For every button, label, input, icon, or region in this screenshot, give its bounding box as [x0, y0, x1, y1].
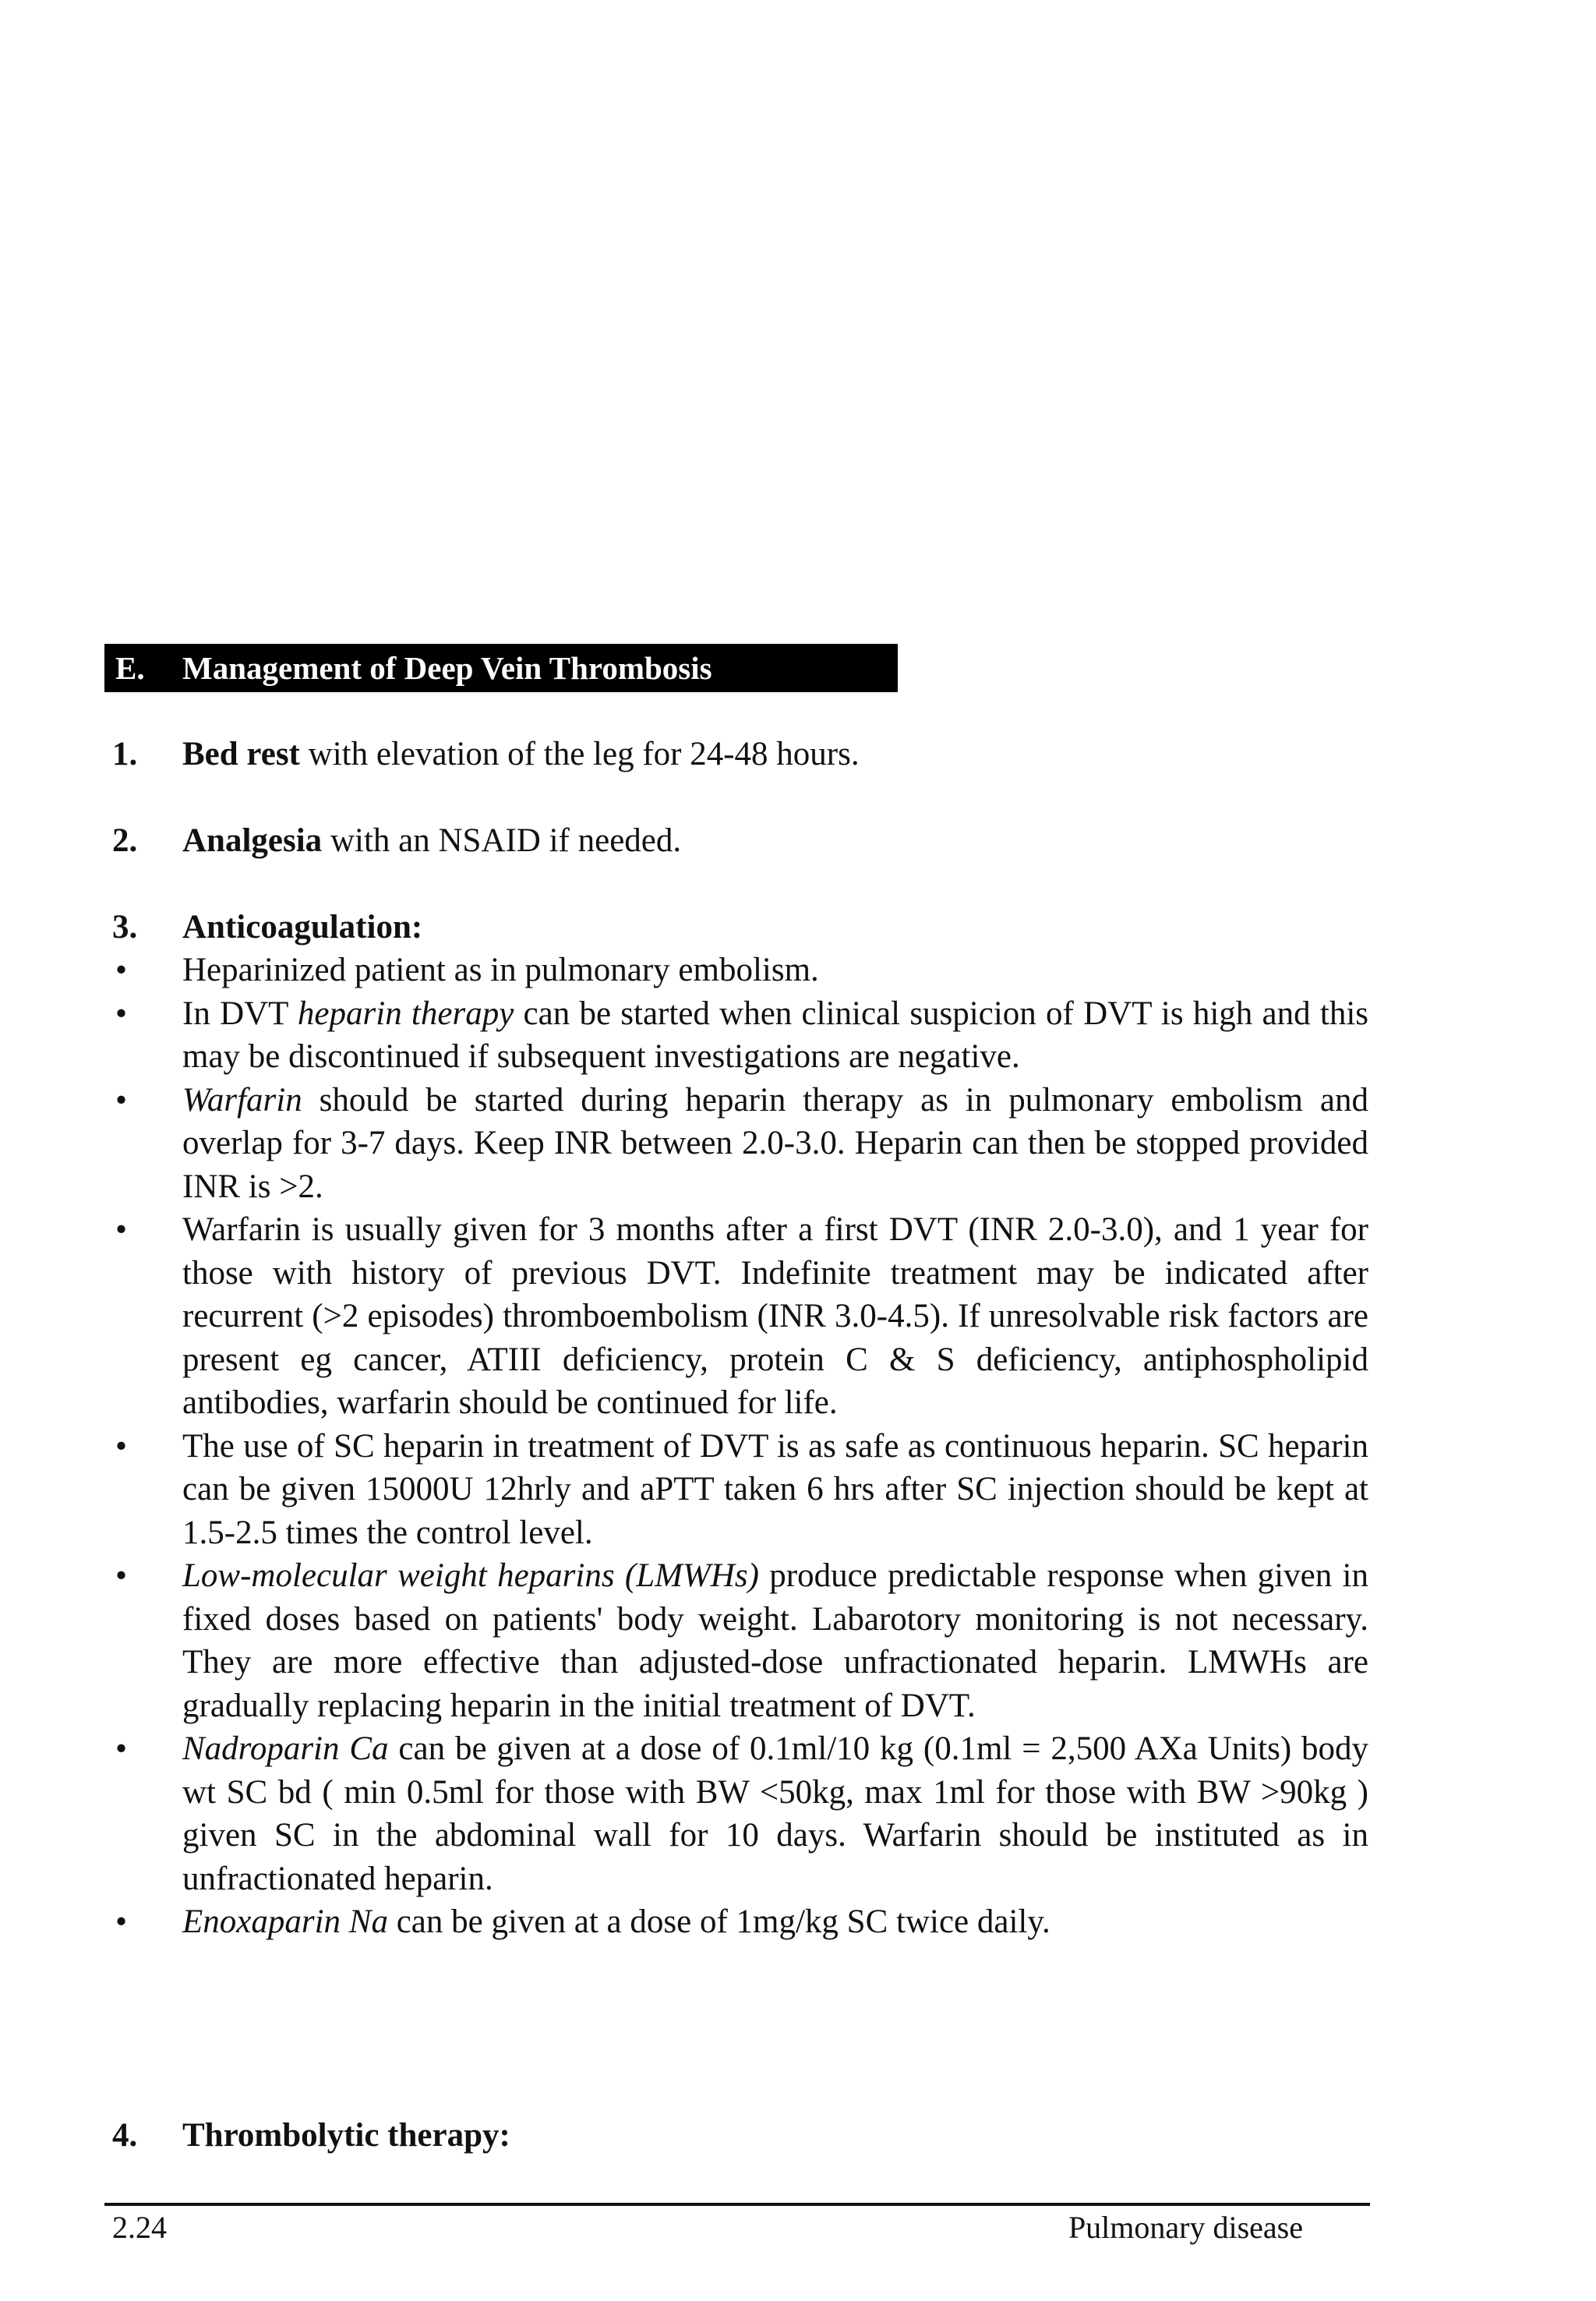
bullet-item: • Nadroparin Ca can be given at a dose of 0.1ml/10 kg (0.1ml = 2,500 AXa Units) body wt SC bd ( min 0.5ml for those with BW <50kg, max 1ml for those with BW >90kg ) given SC in the abdominal wall for 10 days. Warfarin should be instituted as in unfractionated heparin.	[104, 1727, 1368, 1900]
bullet-item: • The use of SC heparin in treatment of DVT is as safe as continuous heparin. SC heparin can be given 15000U 12hrly and aPTT taken 6 hrs after SC injection should be kept at 1.5-2.5 times the control level.	[104, 1425, 1368, 1555]
item-heading: Anticoagulation:	[182, 909, 423, 945]
bullet-item: • Heparinized patient as in pulmonary embolism.	[104, 949, 1368, 992]
bullet-icon: •	[115, 952, 128, 988]
item-text: with elevation of the leg for 24-48 hours.	[299, 736, 860, 772]
item-text: with an NSAID if needed.	[322, 822, 682, 859]
section-title: Management of Deep Vein Thrombosis	[182, 650, 712, 686]
item-heading: Thrombolytic therapy:	[182, 2117, 510, 2154]
bullet-icon: •	[115, 1730, 128, 1767]
bullet-item: • Enoxaparin Na can be given at a dose of 1mg/kg SC twice daily.	[104, 1900, 1368, 1944]
section-letter: E.	[115, 650, 145, 686]
chapter-title: Pulmonary disease	[1068, 2210, 1303, 2245]
page-number: 2.24	[112, 2210, 167, 2245]
item-heading: Bed rest	[182, 736, 300, 772]
bullet-icon: •	[115, 1081, 128, 1119]
bullet-list	[104, 949, 1368, 1944]
item-number: 3.	[112, 909, 138, 945]
footer-divider	[104, 2203, 1370, 2206]
bullet-icon: •	[115, 1211, 128, 1248]
item-number: 2.	[112, 822, 138, 859]
bullet-item: • In DVT heparin therapy can be started when clinical suspicion of DVT is high and this may be discontinued if subsequent investigations are negative.	[104, 992, 1368, 1079]
bullet-icon: •	[115, 995, 128, 1032]
item-number: 4.	[112, 2117, 138, 2154]
bullet-icon: •	[115, 1903, 128, 1940]
bullet-icon: •	[115, 1557, 128, 1594]
bullet-item: • Low-molecular weight heparins (LMWHs) produce predictable response when given in fixed doses based on patients' body weight. Labarotory monitoring is not necessary. They are more effective than adjusted-dose unfractionated heparin. LMWHs are gradually replacing heparin in the initial treatment of DVT.	[104, 1554, 1368, 1727]
bullet-item: • Warfarin is usually given for 3 months after a first DVT (INR 2.0-3.0), and 1 year for those with history of previous DVT. Indefinite treatment may be indicated after recurrent (>2 episodes) thromboembolism (INR 3.0-4.5). If unresolvable risk factors are present eg cancer, ATIII deficiency, protein C & S deficiency, antiphospholipid antibodies, warfarin should be continued for life.	[104, 1208, 1368, 1425]
item-heading: Analgesia	[182, 822, 323, 859]
bullet-item: • Warfarin should be started during heparin therapy as in pulmonary embolism and overlap for 3-7 days. Keep INR between 2.0-3.0. Heparin can then be stopped provided INR is >2.	[104, 1079, 1368, 1209]
section-header	[104, 644, 898, 692]
bullet-icon: •	[115, 1427, 128, 1465]
item-number: 1.	[112, 736, 138, 772]
